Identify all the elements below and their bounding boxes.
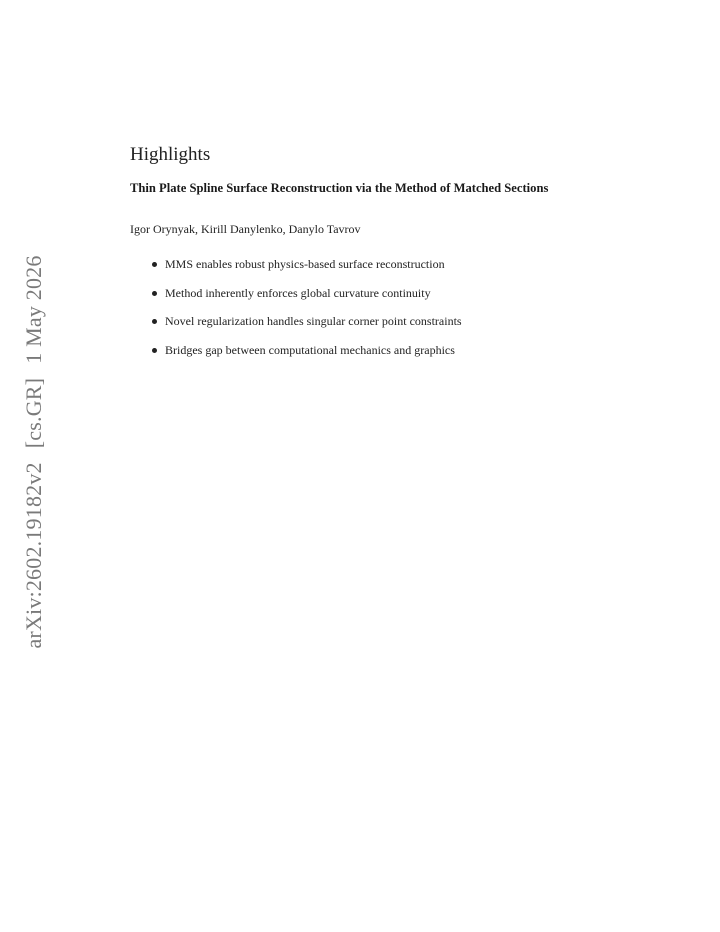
highlight-item [150, 256, 462, 272]
bullet-icon [152, 262, 157, 267]
bullet-icon [152, 348, 157, 353]
highlight-text: Method inherently enforces global curvature continuity [165, 285, 431, 300]
arxiv-id: arXiv:2602.19182v2 [21, 462, 46, 649]
bullet-icon [152, 291, 157, 296]
arxiv-date: 1 May 2026 [21, 255, 46, 364]
section-heading: Highlights [130, 144, 211, 165]
bullet-icon [152, 319, 157, 324]
author-list: Igor Orynyak, Kirill Danylenko, Danylo Tavrov [130, 222, 361, 236]
highlight-text: Novel regularization handles singular corner point constraints [165, 314, 462, 329]
highlight-item [150, 342, 462, 358]
highlight-item [150, 285, 462, 301]
highlight-text: MMS enables robust physics-based surface reconstruction [165, 257, 445, 271]
highlight-text: Bridges gap between computational mechanics and graphics [165, 343, 455, 358]
paper-title: Thin Plate Spline Surface Reconstruction via the Method of Matched Sections [130, 181, 549, 195]
highlights-list [150, 256, 462, 371]
highlight-item [150, 313, 462, 329]
arxiv-identifier-stamp [21, 255, 47, 648]
arxiv-category: [cs.GR] [21, 377, 46, 449]
